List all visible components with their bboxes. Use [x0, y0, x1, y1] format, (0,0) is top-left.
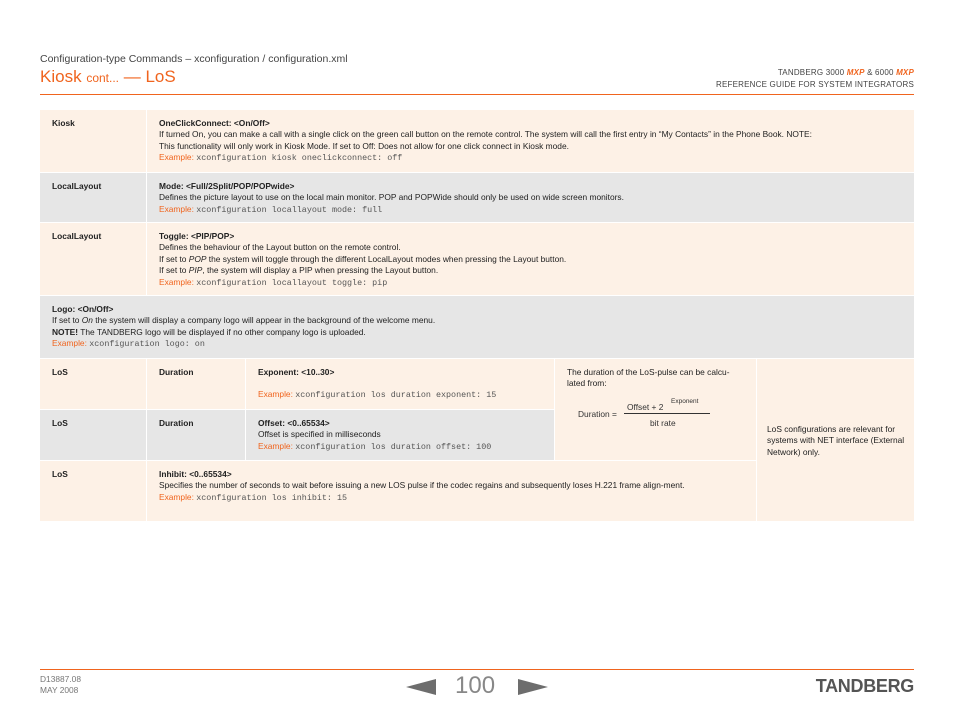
- row-los-inhibit-content: [147, 461, 756, 521]
- text-run: PIP: [188, 265, 203, 276]
- description: [52, 315, 906, 326]
- example-label: Example:: [159, 152, 194, 163]
- row-los-offset-label-cell: [40, 410, 146, 460]
- example: [258, 389, 546, 401]
- example-code: xconfiguration los duration offset: 100: [295, 441, 492, 452]
- example: [159, 277, 906, 289]
- footer-rule: [40, 669, 914, 670]
- formula-superscript: Exponent: [671, 398, 699, 405]
- example-code: xconfiguration logo: on: [89, 339, 205, 350]
- example-label: Example:: [258, 440, 293, 451]
- command-syntax: OneClickConnect: <On/Off>: [159, 118, 270, 128]
- description: Defines the picture layout to use on the local main monitor. POP and POPWide should only be used on wide screen monitors.: [159, 192, 624, 203]
- product-mxp-2: MXP: [896, 68, 914, 77]
- command-syntax: Exponent: <10..30>: [258, 367, 335, 377]
- text-run: the system will display a company logo will appear in the background of the welcome menu.: [92, 315, 436, 326]
- row-label: LocalLayout: [52, 181, 102, 191]
- command-syntax: Inhibit: <0..65534>: [159, 469, 232, 479]
- example: [52, 338, 906, 350]
- text-run: If set to: [52, 315, 82, 326]
- page-number: 100: [455, 672, 496, 699]
- example-label: Example:: [159, 491, 194, 502]
- example-label: Example:: [159, 203, 194, 214]
- breadcrumb: Configuration-type Commands – xconfiguration / configuration.xml: [40, 53, 348, 65]
- example-code: xconfiguration locallayout mode: full: [196, 204, 383, 215]
- description: This functionality will only work in Kiosk Mode. If set to Off: Does not allow for one click connect in Kiosk mode.: [159, 140, 569, 151]
- note-label: NOTE!: [52, 326, 79, 337]
- doc-date: MAY 2008: [40, 685, 79, 695]
- product-prefix: TANDBERG 3000: [777, 68, 847, 77]
- row-kiosk-label-cell: [40, 110, 146, 172]
- formula-lhs: Duration =: [578, 409, 617, 419]
- text-run: the system will toggle through the different LocalLayout modes when pressing the Layout button.: [206, 253, 567, 264]
- title-section: — LoS: [123, 67, 176, 86]
- description: Defines the behaviour of the Layout button on the remote control.: [159, 242, 401, 253]
- description: If turned On, you can make a call with a single click on the green call button on the remote control. The system will call the first entry in “My Contacts” in the Phone Book. NOTE:: [159, 129, 812, 140]
- row-los-offset-sub-cell: [147, 410, 245, 460]
- note-text: The TANDBERG logo will be displayed if no other company logo is uploaded.: [78, 326, 366, 337]
- row-layout-mode-label-cell: [40, 173, 146, 222]
- text-run: If set to: [159, 265, 189, 276]
- row-layout-toggle-content: [147, 223, 914, 295]
- formula-description: The duration of the LoS-pulse can be calcu-lated from:: [567, 367, 730, 389]
- product-header: [716, 67, 914, 91]
- command-syntax: Offset: <0..65534>: [258, 418, 330, 428]
- formula-numerator: Offset + 2: [627, 402, 664, 412]
- example: [159, 492, 734, 504]
- command-syntax: Mode: <Full/2Split/POP/POPwide>: [159, 181, 295, 191]
- description: [159, 265, 906, 276]
- row-logo-content: [40, 296, 914, 358]
- row-label: LoS: [52, 418, 68, 428]
- next-page-arrow-icon[interactable]: [518, 679, 548, 695]
- formula-fraction-bar: [624, 413, 710, 414]
- row-sublabel: Duration: [159, 367, 194, 377]
- doc-info: [40, 674, 81, 696]
- row-label: Kiosk: [52, 118, 75, 128]
- header-rule: [40, 94, 914, 95]
- example-code: xconfiguration los duration exponent: 15: [295, 390, 497, 401]
- example-label: Example:: [52, 338, 87, 349]
- row-los-exponent-content: [246, 359, 554, 409]
- title-cont: cont...: [86, 71, 119, 85]
- row-los-offset-content: [246, 410, 554, 460]
- product-line-1: [716, 67, 914, 79]
- row-label: LocalLayout: [52, 231, 102, 241]
- row-label: LoS: [52, 469, 68, 479]
- example: [159, 152, 906, 164]
- example: [159, 204, 906, 216]
- tandberg-logo: TANDBERG: [815, 676, 914, 696]
- row-label: LoS: [52, 367, 68, 377]
- doc-id: D13887.08: [40, 674, 81, 684]
- example-label: Example:: [159, 276, 194, 287]
- note: [52, 327, 906, 338]
- row-kiosk-content: [147, 110, 914, 172]
- prev-page-arrow-icon[interactable]: [406, 679, 436, 695]
- text-run: On: [81, 315, 93, 326]
- example-code: xconfiguration kiosk oneclickconnect: off: [196, 153, 403, 164]
- command-syntax: Toggle: <PIP/POP>: [159, 231, 235, 241]
- row-los-exponent-label-cell: [40, 359, 146, 409]
- page-title: [40, 67, 176, 87]
- example: [258, 441, 546, 453]
- text-run: , the system will display a PIP when pressing the Layout button.: [202, 265, 439, 276]
- row-sublabel: Duration: [159, 418, 194, 428]
- los-side-note: LoS configurations are relevant for systems with NET interface (External Network) only.: [767, 424, 905, 457]
- description: Offset is specified in milliseconds: [258, 429, 381, 440]
- text-run: If set to: [159, 253, 189, 264]
- row-los-exponent-sub-cell: [147, 359, 245, 409]
- text-run: POP: [188, 253, 207, 264]
- row-layout-mode-content: [147, 173, 914, 222]
- product-mxp-1: MXP: [846, 68, 865, 77]
- formula-denominator: bit rate: [650, 418, 676, 428]
- command-syntax: Logo: <On/Off>: [52, 304, 114, 314]
- spacer: [258, 378, 546, 389]
- row-layout-toggle-label-cell: [40, 223, 146, 295]
- title-main: Kiosk: [40, 67, 82, 86]
- product-mid: & 6000: [864, 68, 897, 77]
- description: [159, 254, 906, 265]
- example-code: xconfiguration locallayout toggle: pip: [196, 277, 388, 288]
- description: Specifies the number of seconds to wait before issuing a new LOS pulse if the codec regains and subsequently loses H.221 frame align-ment.: [159, 480, 685, 491]
- row-los-inhibit-label-cell: [40, 461, 146, 521]
- product-line-2: REFERENCE GUIDE FOR SYSTEM INTEGRATORS: [716, 80, 914, 89]
- example-code: xconfiguration los inhibit: 15: [196, 492, 348, 503]
- example-label: Example:: [258, 389, 293, 400]
